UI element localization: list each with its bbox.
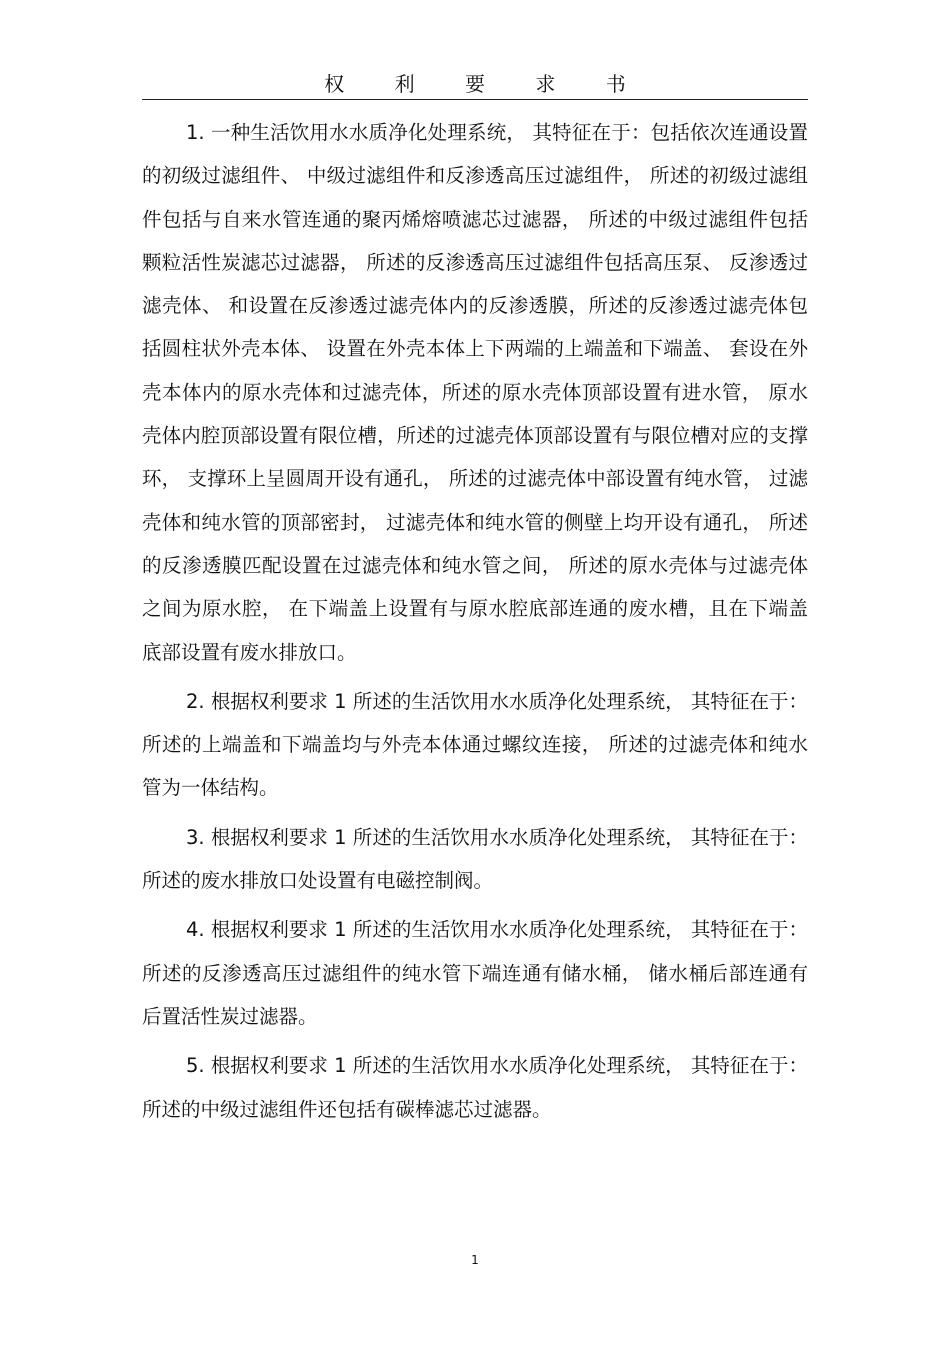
claim-1: 1. 一种生活饮用水水质净化处理系统， 其特征在于：包括依次连通设置的初级过滤组件、 中级过滤组件和反渗透高压过滤组件， 所述的初级过滤组件包括与自来水管连通的聚丙烯熔喷滤芯过滤器， 所述的中级过滤组件包括颗粒活性炭滤芯过滤器， 所述的反渗透高压过滤组件包括高压泵、 反渗透过滤壳体、 和设置在反渗透过滤壳体内的反渗透膜，所述的反渗透过滤壳体包括圆柱状外壳本体、 设置在外壳本体上下两端的上端盖和下端盖、 套设在外壳本体内的原水壳体和过滤壳体，所述的原水壳体顶部设置有进水管， 原水壳体内腔顶部设置有限位槽，所述的过滤壳体顶部设置有与限位槽对应的支撑环， 支撑环上呈圆周开设有通孔， 所述的过滤壳体中部设置有纯水管， 过滤壳体和纯水管的顶部密封， 过滤壳体和纯水管的侧壁上均开设有通孔， 所述的反渗透膜匹配设置在过滤壳体和纯水管之间， 所述的原水壳体与过滤壳体之间为原水腔， 在下端盖上设置有与原水腔底部连通的废水槽，且在下端盖底部设置有废水排放口。 [142,121,808,664]
claim-5: 5. 根据权利要求 1 所述的生活饮用水水质净化处理系统， 其特征在于：所述的中级过滤组件还包括有碳棒滤芯过滤器。 [142,1054,808,1121]
page-title: 权 利 要 求 书 [324,72,648,96]
claims-section [142,111,808,1137]
claim-3: 3. 根据权利要求 1 所述的生活饮用水水质净化处理系统， 其特征在于：所述的废水排放口处设置有电磁控制阀。 [142,825,808,893]
page-number: 1 [471,1253,479,1267]
claim-4: 4. 根据权利要求 1 所述的生活饮用水水质净化处理系统， 其特征在于：所述的反渗透高压过滤组件的纯水管下端连通有储水桶， 储水桶后部连通有后置活性炭过滤器。 [142,918,808,1028]
title-divider [142,99,808,100]
claim-2: 2. 根据权利要求 1 所述的生活饮用水水质净化处理系统， 其特征在于：所述的上端盖和下端盖均与外壳本体通过螺纹连接， 所述的过滤壳体和纯水管为一体结构。 [142,689,808,800]
